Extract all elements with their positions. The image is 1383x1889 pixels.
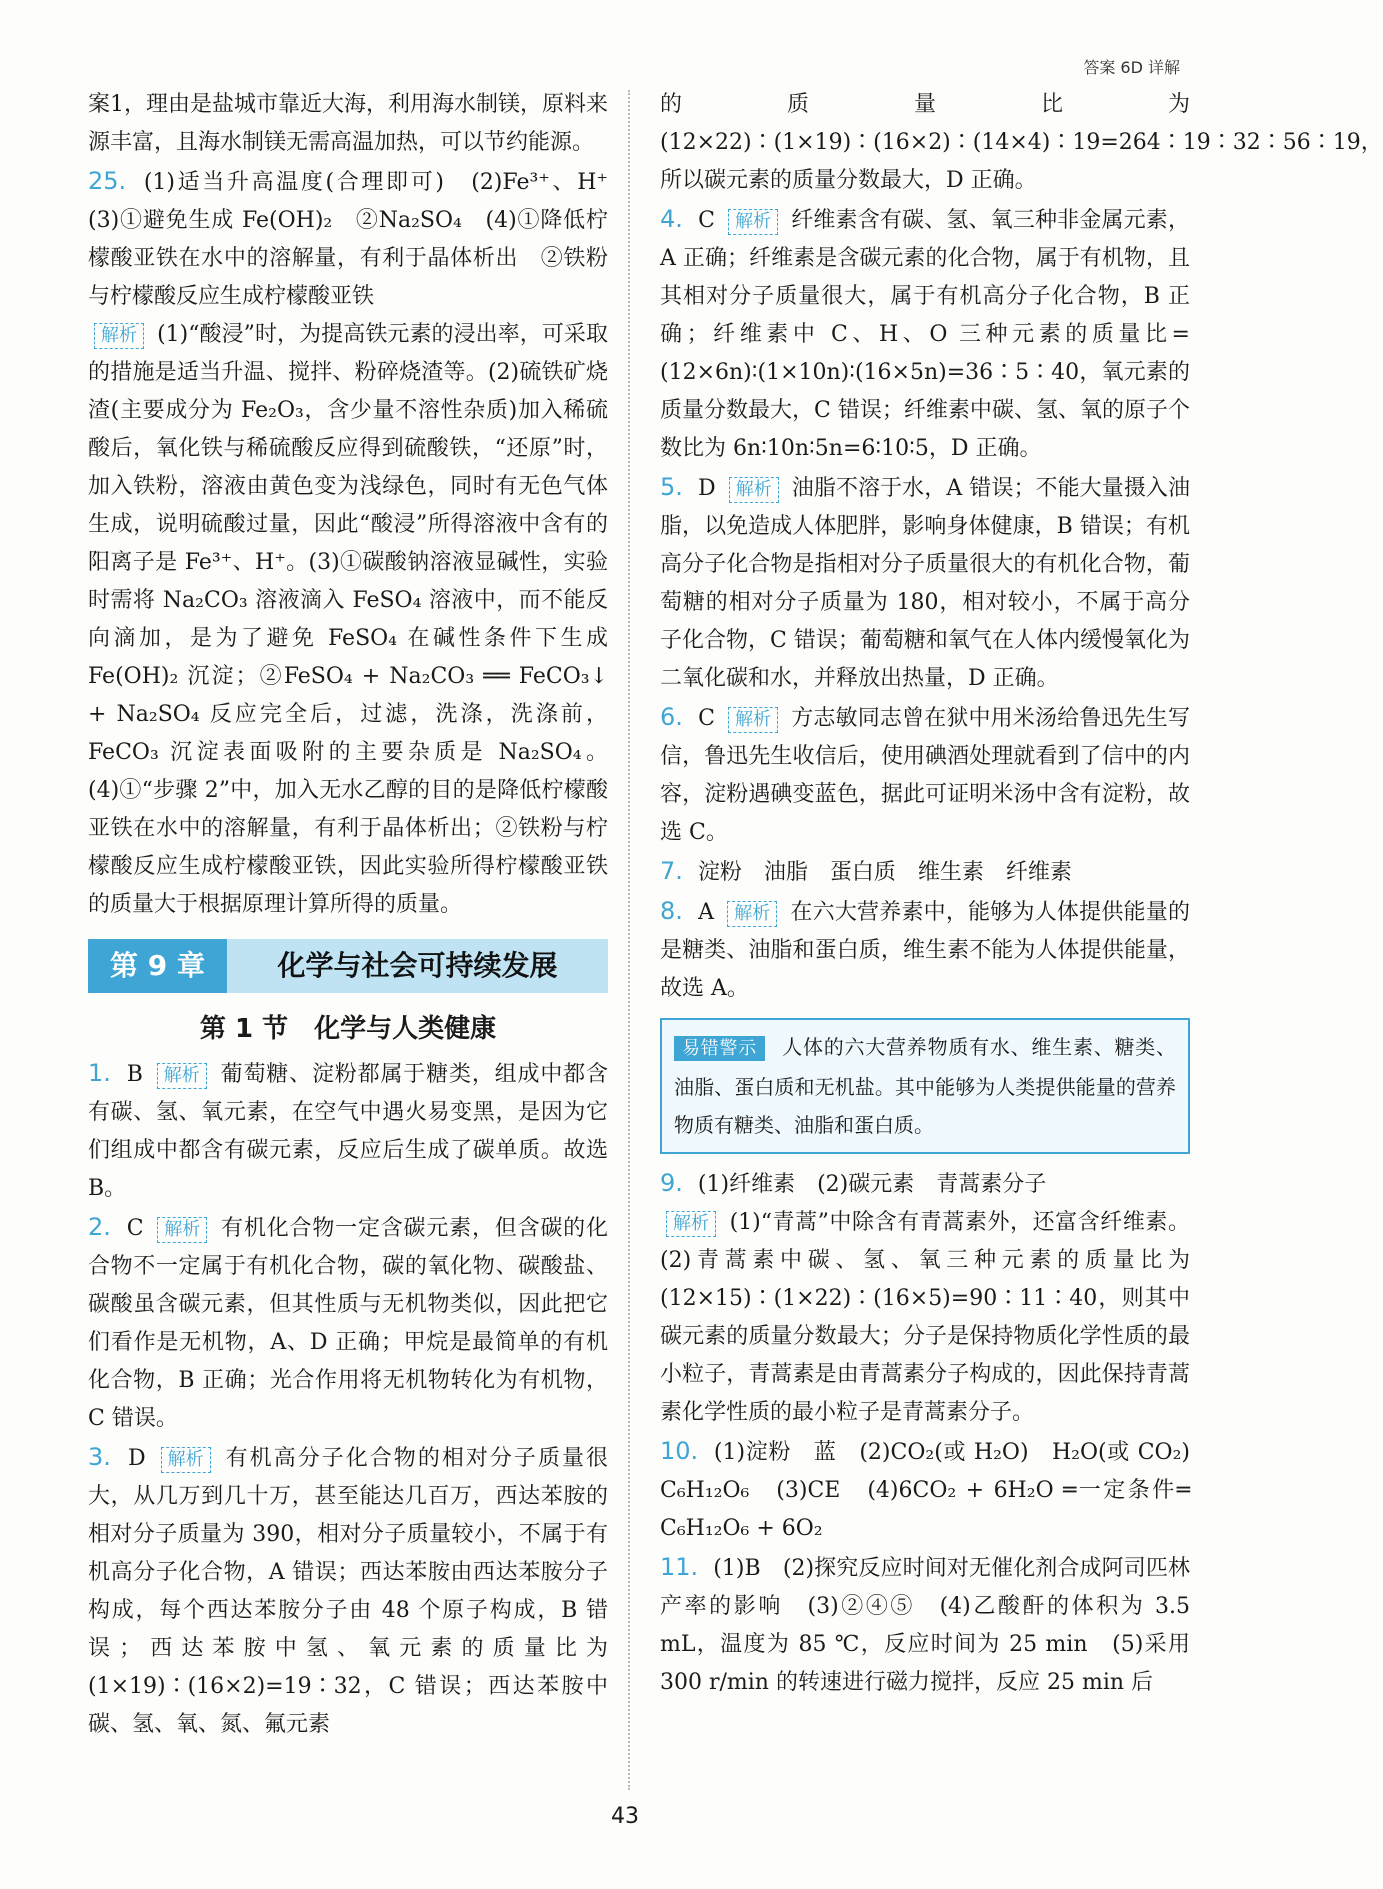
question-25: [88, 162, 631, 316]
page-number: 43: [611, 1804, 639, 1829]
answer-text: (1)适当升高温度(合理即可) (2)Fe³⁺、H⁺ (3)①避免生成 Fe(OH)₂ ②Na₂SO₄ (4)①降低柠檬酸亚铁在水中的溶解量，有利于晶体析出 ②铁粉与柠檬酸反应生成柠檬酸亚铁: [88, 170, 631, 309]
answer-letter: C: [126, 1216, 144, 1241]
answer-text: (1)B (2)探究反应时间对无催化剂合成阿司匹林产率的影响 (3)②④⑤ (4)乙酸酐的体积为 3.5 mL，温度为 85 ℃，反应时间为 25 min (5)采用 300 r/min 的转速进行磁力搅拌，反应 25 min 后: [660, 1556, 1191, 1695]
page-header: 答案 6D 详解: [1083, 58, 1180, 77]
analysis-text: 纤维素含有碳、氢、氧三种非金属元素，A 正确；纤维素是含碳元素的化合物，属于有机物，且其相对分子质量很大，属于有机高分子化合物，B 正确；纤维素中 C、H、O 三种元素的质量比=(12×6n)∶(1×10n)∶(16×5n)=36∶5∶40，氧元素的质量分数最大，C 错误；纤维素中碳、氢、氧的原子个数比为 6n∶10n∶5n=6∶10∶5，D 正确。: [660, 208, 1190, 461]
analysis-tag: 解析: [729, 477, 779, 503]
analysis-25: [88, 316, 608, 924]
question-number: 4.: [660, 205, 683, 233]
question-number: 5.: [660, 473, 683, 501]
question-5: [660, 468, 1190, 698]
right-column: [660, 86, 1383, 1702]
analysis-text: (1)“青蒿”中除含有青蒿素外，还富含纤维素。(2)青蒿素中碳、氢、氧三种元素的质量比为(12×15)∶(1×22)∶(16×5)=90∶11∶40，则其中碳元素的质量分数最大；分子是保持物质化学性质的最小粒子，青蒿素是由青蒿素分子构成的，因此保持青蒿素化学性质的最小粒子是青蒿素分子。: [660, 1210, 1190, 1425]
question-10: [660, 1432, 1213, 1548]
answer-text: (1)纤维素 (2)碳元素 青蒿素分子: [697, 1172, 1047, 1197]
analysis-tag: 解析: [728, 209, 778, 235]
question-6: [660, 698, 1190, 852]
analysis-tag: 解析: [94, 323, 144, 349]
question-number: 10.: [660, 1437, 699, 1465]
question-number: 7.: [660, 857, 683, 885]
left-column: [88, 86, 631, 1744]
analysis-text: 在六大营养素中，能够为人体提供能量的是糖类、油脂和蛋白质，维生素不能为人体提供能量，故选 A。: [660, 900, 1190, 1001]
question-11: [660, 1548, 1190, 1702]
analysis-tag: 解析: [727, 901, 777, 927]
question-number: 2.: [88, 1213, 111, 1241]
answer-text: 淀粉 油脂 蛋白质 维生素 纤维素: [697, 860, 1072, 885]
chapter-banner: [88, 936, 608, 996]
analysis-9: [660, 1204, 1190, 1432]
answer-text: (1)淀粉 蓝 (2)CO₂(或 H₂O) H₂O(或 CO₂) C₆H₁₂O₆ (3)CE (4)6CO₂ + 6H₂O ═一定条件═ C₆H₁₂O₆ + 6O₂: [660, 1440, 1213, 1541]
question-1: [88, 1054, 608, 1208]
question-4: [660, 200, 1190, 468]
question-number: 1.: [88, 1059, 111, 1087]
warning-text: 人体的六大营养物质有水、维生素、糖类、油脂、蛋白质和无机盐。其中能够为人类提供能量的营养物质有糖类、油脂和蛋白质。: [674, 1035, 1177, 1137]
chapter-number: 第 9 章: [88, 939, 227, 993]
answer-letter: D: [697, 476, 716, 501]
continued-paragraph: 的质量比为(12×22)∶(1×19)∶(16×2)∶(14×4)∶19=264∶19∶32∶56∶19，所以碳元素的质量分数最大，D 正确。: [660, 92, 1383, 193]
question-7: [660, 852, 1190, 892]
analysis-tag: 解析: [666, 1211, 716, 1237]
intro-paragraph: 案1，理由是盐城市靠近大海，利用海水制镁，原料来源丰富，且海水制镁无需高温加热，可以节约能源。: [88, 92, 608, 155]
analysis-tag: 解析: [157, 1063, 207, 1089]
question-number: 8.: [660, 897, 683, 925]
question-number: 9.: [660, 1169, 683, 1197]
answer-letter: C: [698, 208, 715, 233]
answer-letter: D: [127, 1446, 146, 1471]
analysis-text: (1)“酸浸”时，为提高铁元素的浸出率，可采取的措施是适当升温、搅拌、粉碎烧渣等。(2)硫铁矿烧渣(主要成分为 Fe₂O₃，含少量不溶性杂质)加入稀硫酸后，氧化铁与稀硫酸反应得到硫酸铁，“还原”时，加入铁粉，溶液由黄色变为浅绿色，同时有无色气体生成，说明硫酸过量，因此“酸浸”所得溶液中含有的阳离子是 Fe³⁺、H⁺。(3)①碳酸钠溶液显碱性，实验时需将 Na₂CO₃ 溶液滴入 FeSO₄ 溶液中，而不能反向滴加，是为了避免 FeSO₄ 在碱性条件下生成 Fe(OH)₂ 沉淀；②FeSO₄ + Na₂CO₃ ══ FeCO₃↓ + Na₂SO₄ 反应完全后，过滤，洗涤，洗涤前，FeCO₃ 沉淀表面吸附的主要杂质是 Na₂SO₄。(4)①“步骤 2”中，加入无水乙醇的目的是降低柠檬酸亚铁在水中的溶解量，有利于晶体析出；②铁粉与柠檬酸反应生成柠檬酸亚铁，因此实验所得柠檬酸亚铁的质量大于根据原理计算所得的质量。: [88, 322, 608, 917]
question-9: [660, 1164, 1190, 1204]
analysis-text: 葡萄糖、淀粉都属于糖类，组成中都含有碳、氢、氧元素，在空气中遇火易变黑，是因为它们组成中都含有碳元素，反应后生成了碳单质。故选 B。: [88, 1062, 609, 1201]
analysis-text: 有机高分子化合物的相对分子质量很大，从几万到几十万，甚至能达几百万，西达苯胺的相对分子质量为 390，相对分子质量较小，不属于有机高分子化合物，A 错误；西达苯胺由西达苯胺分子构成，每个西达苯胺分子由 48 个原子构成，B 错误；西达苯胺中氢、氧元素的质量比为(1×19)∶(16×2)=19∶32，C 错误；西达苯胺中碳、氢、氧、氮、氟元素: [88, 1446, 609, 1737]
answer-letter: B: [126, 1062, 143, 1087]
analysis-tag: 解析: [161, 1447, 211, 1473]
answer-letter: A: [698, 900, 714, 925]
chapter-title: 化学与社会可持续发展: [227, 939, 608, 993]
question-number: 3.: [88, 1443, 111, 1471]
analysis-tag: 解析: [157, 1217, 207, 1243]
warning-tag: 易错警示: [674, 1036, 765, 1061]
question-number: 11.: [660, 1553, 699, 1581]
answer-letter: C: [698, 706, 715, 731]
section-title: 第 1 节 化学与人类健康: [199, 1014, 497, 1044]
error-warning-box: [660, 1018, 1190, 1154]
question-number: 25.: [88, 167, 127, 195]
question-number: 6.: [660, 703, 683, 731]
question-2: [88, 1208, 608, 1438]
question-3: [88, 1438, 608, 1744]
column-divider: [628, 90, 630, 1790]
analysis-text: 油脂不溶于水，A 错误；不能大量摄入油脂，以免造成人体肥胖，影响身体健康，B 错误；有机高分子化合物是指相对分子质量很大的有机化合物，葡萄糖的相对分子质量为 180，相对较小，不属于高分子化合物，C 错误；葡萄糖和氧气在人体内缓慢氧化为二氧化碳和水，并释放出热量，D 正确。: [660, 476, 1190, 691]
question-8: [660, 892, 1190, 1008]
analysis-text: 方志敏同志曾在狱中用米汤给鲁迅先生写信，鲁迅先生收信后，使用碘酒处理就看到了信中的内容，淀粉遇碘变蓝色，据此可证明米汤中含有淀粉，故选 C。: [660, 706, 1190, 845]
analysis-text: 有机化合物一定含碳元素，但含碳的化合物不一定属于有机化合物，碳的氧化物、碳酸盐、碳酸虽含碳元素，但其性质与无机物类似，因此把它们看作是无机物，A、D 正确；甲烷是最简单的有机化合物，B 正确；光合作用将无机物转化为有机物，C 错误。: [88, 1216, 608, 1431]
analysis-tag: 解析: [728, 707, 778, 733]
